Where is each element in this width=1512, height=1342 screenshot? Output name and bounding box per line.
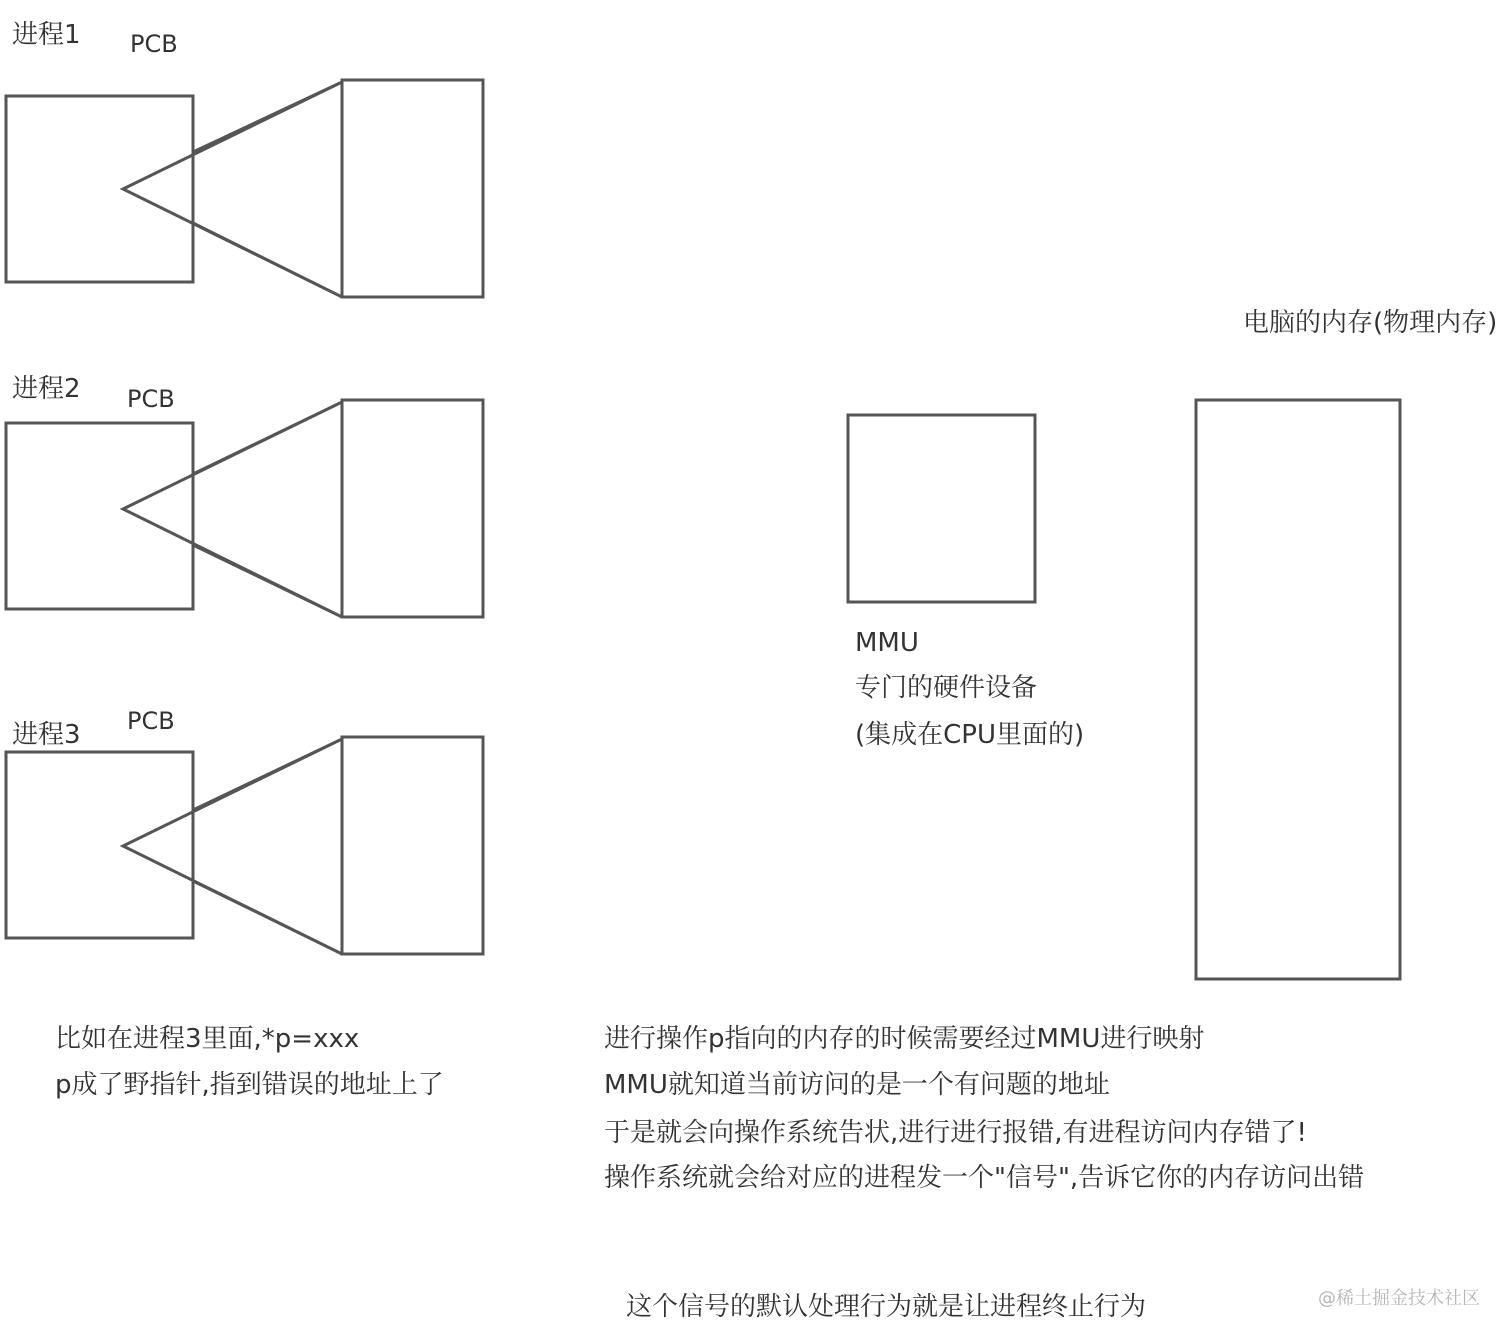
process-1-pcb-box — [342, 80, 483, 297]
physical-memory-box — [1196, 400, 1400, 979]
process-3-triangle — [123, 739, 342, 954]
process-2-box — [6, 423, 193, 609]
process-3-pcb-box — [342, 737, 483, 954]
process-3-pcb-label: PCB — [127, 707, 175, 735]
process-1-pcb-label: PCB — [130, 30, 178, 58]
right-note-2: MMU就知道当前访问的是一个有问题的地址 — [604, 1070, 1110, 1100]
process-3-box — [6, 752, 193, 938]
process-2-label: 进程2 — [12, 374, 81, 404]
process-3-label: 进程3 — [12, 720, 81, 750]
process-1-label: 进程1 — [12, 20, 81, 50]
mmu-name-label: MMU — [855, 628, 919, 658]
mmu-box — [848, 415, 1035, 602]
process-2-pcb-box — [342, 400, 483, 617]
physical-memory-label: 电脑的内存(物理内存) — [1243, 308, 1498, 338]
process-1-group — [6, 80, 483, 297]
right-note-4: 操作系统就会给对应的进程发一个"信号",告诉它你的内存访问出错 — [604, 1163, 1365, 1193]
mmu-desc-line2: (集成在CPU里面的) — [855, 720, 1085, 750]
left-note-2: p成了野指针,指到错误的地址上了 — [55, 1070, 444, 1100]
process-2-pcb-label: PCB — [127, 385, 175, 413]
right-note-3: 于是就会向操作系统告状,进行进行报错,有进程访问内存错了! — [604, 1118, 1307, 1148]
right-note-1: 进行操作p指向的内存的时候需要经过MMU进行映射 — [604, 1024, 1205, 1054]
process-2-group — [6, 400, 483, 617]
watermark: @稀土掘金技术社区 — [1318, 1288, 1480, 1309]
process-3-group — [6, 737, 483, 954]
process-1-box — [6, 96, 193, 282]
left-note-1: 比如在进程3里面,*p=xxx — [55, 1024, 360, 1054]
conclusion-text: 这个信号的默认处理行为就是让进程终止行为 — [626, 1292, 1147, 1322]
mmu-desc-line1: 专门的硬件设备 — [855, 673, 1038, 703]
process-1-triangle — [123, 82, 342, 297]
process-2-triangle — [123, 402, 342, 617]
